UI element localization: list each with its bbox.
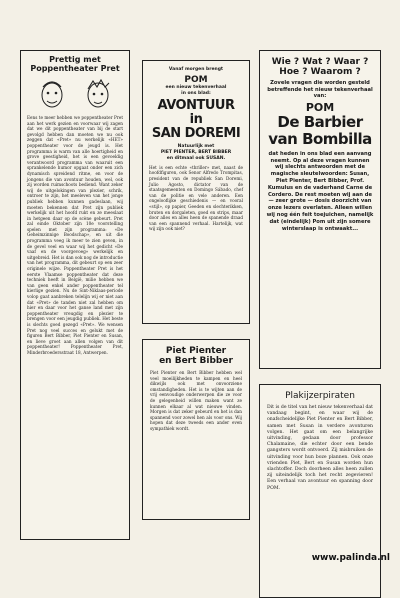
names-line: PIET PIENTER, BERT BIBBER (160, 150, 232, 156)
article-body: Dit is de titel van het nieuw tekenverhaal dat vandaag begint, en waar wij de onafscheidelijke Piet Pienter en Bert Bibber, samen met Susan in verdere avonturen volgen. Het gaat om een belangrijke uitvinding, gedaan door professor Chalamaine, die echter door een bende gangsters wordt ontvoerd. Zij misbruiken de uitvinding voor hun boze plannen. Ook onze vrienden Piet, Bert en Susan worden hun slachtoffer. Doch doorheen alles heen zullen zij uiteindelijk toch het recht zegevieren! Een verhaal van avontuur en spanning door POM. (267, 405, 373, 491)
article-avontuur-san-doremi (142, 60, 250, 324)
watermark: www.palinda.nl (311, 553, 390, 563)
article-plakijzerpiraten (259, 384, 381, 598)
article-barbier-van-bombilla (259, 50, 381, 369)
article-body: Piet Pienter en Bert Bibber hebben wel veel moeilijkheden te kampen en heel dikwijls ook met onvoorziene omstandigheden. Het is te wijten aan de vrij eenvoudige onderwerpen die ze voor de gelegenheid willen maken want ze kunnen elkaar al wat nieuwe vinden. Morgen is dat zeker gebeurd en het is dan spannend voor zowel hen als voor ons. Wij hopen dat deze tweeds een ander even sympathiek wordt. (150, 370, 242, 431)
names-line-2: en ditmaal ook SUSAN. (166, 155, 226, 161)
headline-barbier: De Barbier (277, 112, 363, 131)
puppet-face-left-icon (37, 77, 67, 111)
intro-text: Zovele vragen die worden gesteld betreffende het nieuw tekenverhaal van: (267, 80, 373, 100)
question-head-1: Wie ? Wat ? Waar ? (271, 57, 369, 67)
intro-line-3: in ons blad: (181, 90, 211, 96)
article-title-line2: Poppentheater Pret (30, 64, 120, 73)
column-middle (142, 60, 250, 520)
article-title-line1: Piet Pienter (165, 346, 227, 356)
naturally-line: Natuurlijk met (177, 144, 215, 150)
brand-pom: POM (184, 74, 208, 85)
article-title: Plakijzerpiraten (285, 391, 355, 401)
headline-in: in (189, 112, 203, 128)
article-body: Het is een echte «thriller» met, naast de hoofdfiguren, ook Senor Alfredo Trompitas, president van de republiek San Doremi, Julio Agosto, dictator van de staatsgemeenten en Domingo Sábado, chef van de politie en vele anderen. Een ongelooflijke geschiedenis — en vooral «stijl», op papier, Geeden en slechterikken, bruten en dorgaleten, goed en strips, maar door alles en alles heen de spanende draad van een spannend verhaal. Hartelijk, wat wij zijn ook niet? (149, 164, 243, 232)
column-right (259, 50, 381, 598)
headline-san-doremi: SAN DOREMI (151, 126, 241, 142)
headline-bombilla: van Bombilla (268, 129, 372, 148)
article-body: dat heden in ons blad een aanvang neemt. Op al deze vragen kunnen wij slechts antwoorden met de magische sleutelwoorden: Susan, Piet Pienter, Bert Bibber, Prof. Kumulus en de vaderhand Carne de Cordero. De rest moeten wij aan de — zeer grote — dosis doorzicht van onze lezers overlaten. Alleen willen wij nog één feit toejuichen, namelijk dat (eindelijk) Pom uit zijn somere winterslaap is ontwaakt... (266, 150, 374, 232)
intro-line: Vanaf morgen brengt (168, 67, 224, 72)
question-head-2: Hoe ? Waarom ? (279, 67, 361, 77)
puppet-face-right-icon (83, 77, 113, 111)
puppet-illustration (29, 77, 121, 113)
article-body: Eens te meer hebben we poppentheater Pret aan het werk gezien en voorwaar wij zagen dat we dit poppentheater van bij de start gevolgd hebben dan moeten we nu ook zeggen dat «Pret» nu werkelijk «HET» poppentheater voor de jeugd is. Het programma is warm van alle hoertigheid en grove geestigheid, het is een gevoeldig verantwoord programma van waaruit een sprankelende humor opgaat onder een zich dynamisch spreidend ritme, en voor de jongens die van avontuur houden, wel, ook zij worden ruimschoots bediend. Want zeker wij de uitgelokingen van plezier, schrik, ontroer te zijn, het meeleven van het jonge publiek hebben kunnen gadeslaan, wij moeten bekennen dat Pret zijn publiek werkelijk uit het hoofd rukt en ze meeslaat in hetgeen daar op de scène gebeurt. Pret zal einde Oktober zijn 10e voorstelling spelen met zijn programma: «De Geheimzinnige Boodschap», en uit die programma veeg ik meer te zien geven, in de gevel veel en waar wij het gedicht «De vaaf en de voorgevoeg» werkelijk en uitgebreid. Het is dan ook nog de introductie van het programma, dit gebeurt op een zeer originele wijze. Poppentheater Pret is het eerste Vlaamse poppentheater dat deze techniek heeft in België, milie hebben we van geen enkel ander poppentheater tel kierlige gezien. Nu de Sint-Niklaas-periode volop gaat aanbreken telelijn wij er niet aan dat «Pret» de tanden niet zal hebben om hier en daar voor het ganse land met zijn poppentheater vreugdig en plezier te brengen voor een jeugdig publiek. Het beste is slechts goed gezegd «Pret». We wensen Pret nog veel succes en gelukt met de figuren Bert Bibber, Piet Pienter en Susan, en lieve groet aan allen volgen van dit poppentheater! Poppentheater Pret, Minderbroedersstraat 18, Antwerpen. (27, 115, 123, 355)
article-piet-pienter-bert-bibber (142, 339, 250, 520)
headline-avontuur: AVONTUUR (157, 98, 235, 114)
article-poppentheater-pret (20, 50, 130, 540)
article-title-line1: Prettig met (49, 55, 101, 64)
brand-pom: POM (305, 100, 335, 114)
article-title-line2: en Bert Bibber (159, 356, 233, 366)
intro-line-2: een nieuw tekenverhaal (165, 84, 227, 90)
